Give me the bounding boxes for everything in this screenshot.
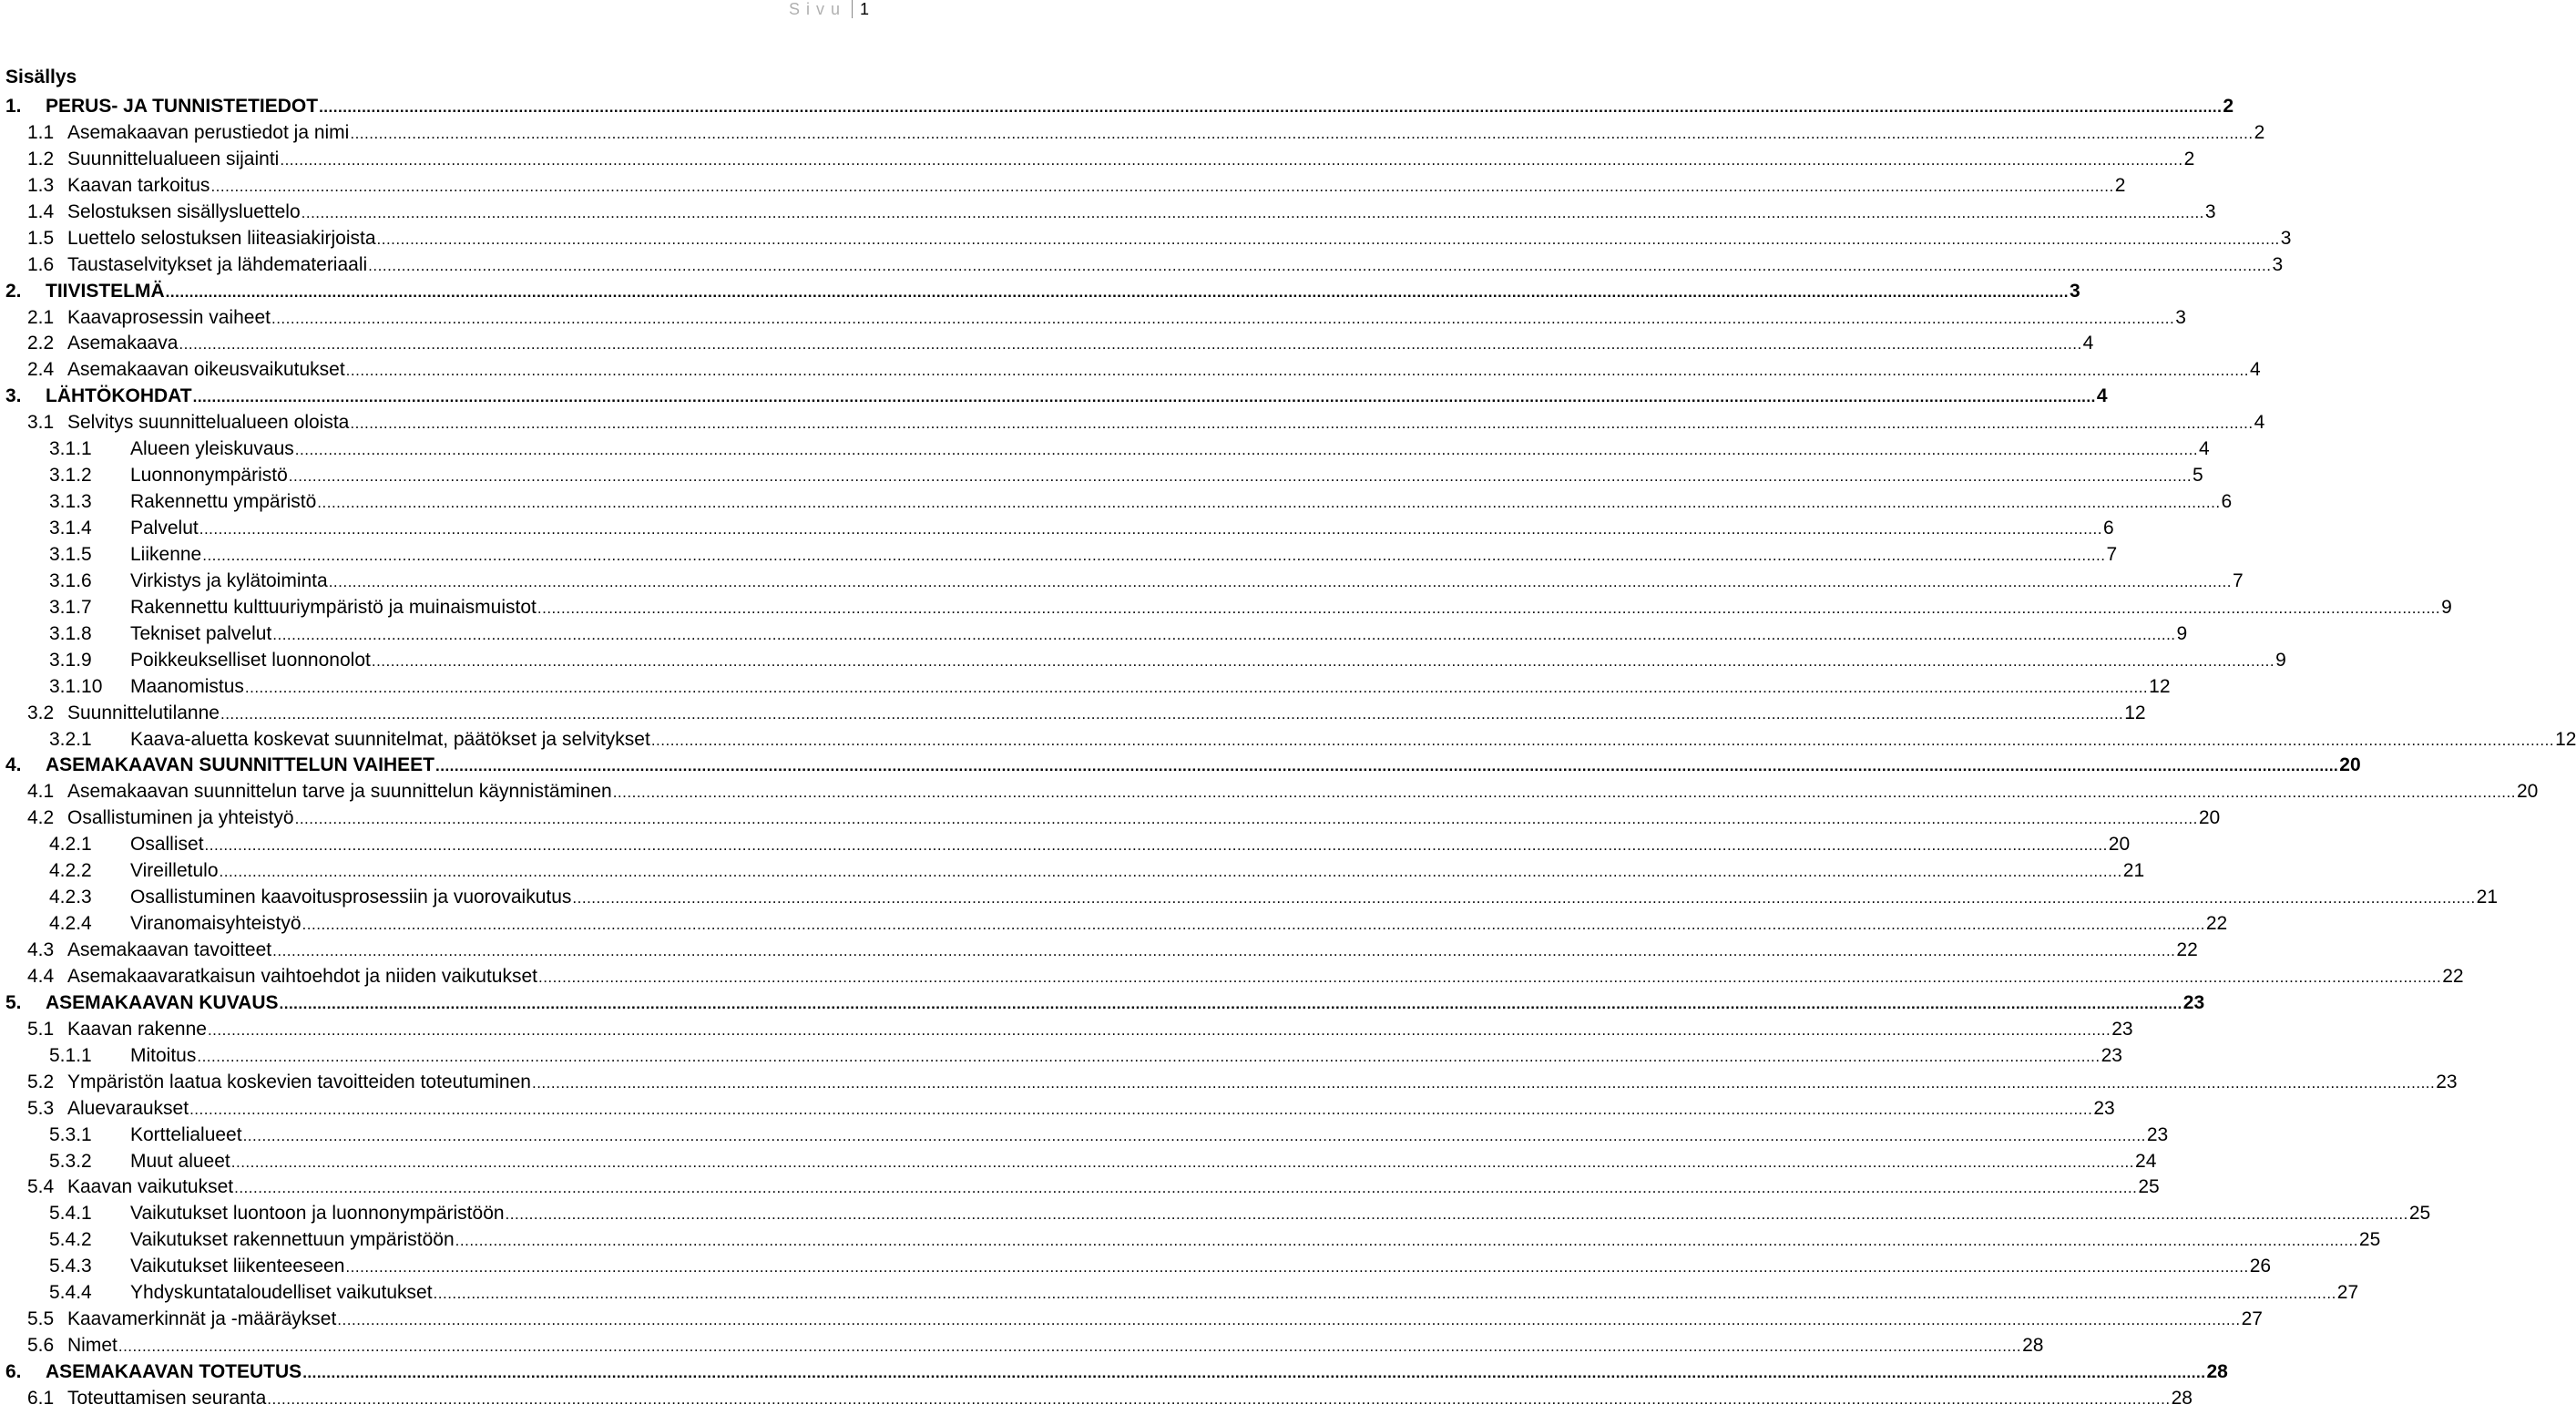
toc-entry-title[interactable]: Asemakaavan tavoitteet [67, 939, 272, 960]
toc-dot-leader: ................................................................................................................................................................................................................................................................................................................................................................................................................ [368, 256, 2272, 274]
toc-entry-title[interactable]: Korttelialueet [130, 1123, 242, 1145]
toc-heading: Sisällys [5, 67, 77, 87]
toc-entry-page: 23 [2101, 1044, 2122, 1066]
toc-dot-leader: ................................................................................................................................................................................................................................................................................................................................................................................................................ [118, 1338, 2022, 1356]
toc-entry[interactable] [5, 384, 2108, 410]
toc-entry[interactable] [5, 1174, 2160, 1201]
toc-entry-number: 3.1.8 [49, 622, 92, 644]
toc-entry-title[interactable]: Asemakaavan perustiedot ja nimi [67, 121, 350, 143]
toc-entry-page: 9 [2176, 622, 2188, 644]
toc-entry-title[interactable]: Vaikutukset liikenteeseen [130, 1256, 345, 1277]
toc-entry-page: 12 [2555, 728, 2576, 750]
toc-dot-leader: ................................................................................................................................................................................................................................................................................................................................................................................................................ [433, 1285, 2336, 1303]
toc-dot-leader: ................................................................................................................................................................................................................................................................................................................................................................................................................ [244, 678, 2149, 696]
toc-entry-title[interactable]: Luettelo selostuksen liiteasiakirjoista [67, 227, 376, 249]
toc-dot-leader: ................................................................................................................................................................................................................................................................................................................................................................................................................ [202, 546, 2106, 564]
toc-entry[interactable] [5, 1201, 2431, 1227]
toc-entry-title[interactable]: TIIVISTELMÄ [46, 280, 165, 302]
toc-entry[interactable] [5, 173, 2126, 200]
toc-dot-leader: ................................................................................................................................................................................................................................................................................................................................................................................................................ [455, 1232, 2358, 1250]
toc-entry-page: 2 [2254, 121, 2265, 143]
toc-entry-title[interactable]: Mitoitus [130, 1044, 197, 1066]
toc-entry-number: 1.5 [27, 227, 55, 249]
toc-entry-title[interactable]: Osallistuminen ja yhteistyö [67, 807, 294, 829]
toc-dot-leader: ................................................................................................................................................................................................................................................................................................................................................................................................................ [179, 335, 2082, 354]
toc-entry-title[interactable]: Kaava-aluetta koskevat suunnitelmat, päätökset ja selvitykset [130, 728, 650, 750]
toc-dot-leader: ................................................................................................................................................................................................................................................................................................................................................................................................................ [572, 889, 2476, 907]
toc-entry-page: 20 [2339, 754, 2361, 776]
toc-entry-title[interactable]: Osallistuminen kaavoitusprosessiin ja vuorovaikutus [130, 887, 572, 908]
toc-entry-number: 5.4.1 [49, 1203, 92, 1225]
toc-dot-leader: ................................................................................................................................................................................................................................................................................................................................................................................................................ [350, 415, 2254, 433]
toc-entry-number: 5.1 [27, 1018, 55, 1040]
toc-entry-title[interactable]: Asemakaava [67, 333, 179, 354]
toc-entry-number: 4.2 [27, 807, 55, 829]
toc-dot-leader: ................................................................................................................................................................................................................................................................................................................................................................................................................ [207, 1020, 2111, 1039]
toc-dot-leader: ................................................................................................................................................................................................................................................................................................................................................................................................................ [302, 1364, 2206, 1381]
toc-entry-title[interactable]: Palvelut [130, 518, 199, 538]
toc-entry-number: 2.2 [27, 333, 55, 354]
toc-entry-page: 28 [2022, 1335, 2044, 1357]
toc-dot-leader: ................................................................................................................................................................................................................................................................................................................................................................................................................ [242, 1126, 2146, 1144]
toc-entry-title[interactable]: Asemakaavan suunnittelun tarve ja suunnittelun käynnistäminen [67, 781, 612, 803]
toc-entry-page: 28 [2206, 1361, 2228, 1382]
toc-entry[interactable] [5, 331, 2094, 357]
toc-entry-title[interactable]: Ympäristön laatua koskevien tavoitteiden toteutuminen [67, 1071, 531, 1092]
toc-dot-leader: ................................................................................................................................................................................................................................................................................................................................................................................................................ [337, 1311, 2241, 1329]
toc-entry-page: 20 [2516, 781, 2539, 803]
toc-entry-number: 5.4.4 [49, 1282, 92, 1304]
toc-entry-page: 23 [2093, 1097, 2115, 1119]
toc-entry-number: 4.1 [27, 781, 55, 803]
toc-entry[interactable] [5, 1386, 2193, 1412]
toc-entry-number: 1. [5, 96, 22, 117]
toc-entry-title[interactable]: Aluevaraukset [67, 1097, 189, 1119]
toc-entry-title[interactable]: Kaavan rakenne [67, 1018, 207, 1040]
toc-entry-number: 1.6 [27, 253, 55, 275]
toc-entry-number: 5.5 [27, 1308, 55, 1330]
toc-entry[interactable] [5, 1123, 2169, 1149]
toc-entry-title[interactable]: PERUS- JA TUNNISTETIEDOT [46, 96, 319, 117]
toc-entry[interactable] [5, 1359, 2228, 1386]
toc-entry-page: 12 [2124, 702, 2146, 723]
toc-entry[interactable] [5, 147, 2195, 173]
toc-entry[interactable] [5, 1333, 2044, 1359]
toc-entry[interactable] [5, 226, 2292, 252]
toc-entry-number: 5.4.3 [49, 1256, 92, 1277]
toc-entry-number: 1.4 [27, 200, 55, 222]
toc-entry[interactable] [5, 1227, 2381, 1254]
toc-entry-number: 2. [5, 280, 22, 302]
toc-entry-page: 22 [2205, 913, 2228, 935]
page-header [789, 0, 874, 20]
toc-entry-title[interactable]: Selostuksen sisällysluettelo [67, 200, 301, 222]
toc-entry-title[interactable]: Alueen yleiskuvaus [130, 438, 294, 460]
toc-entry-number: 5.4 [27, 1176, 55, 1198]
toc-entry-title[interactable]: Osalliset [130, 834, 204, 856]
toc-entry-number: 1.3 [27, 174, 55, 196]
toc-entry-title[interactable]: Kaavan vaikutukset [67, 1176, 234, 1198]
toc-entry[interactable] [5, 542, 2118, 569]
toc-entry-title[interactable]: Vaikutukset rakennettuun ympäristöön [130, 1229, 455, 1251]
toc-entry[interactable] [5, 674, 2171, 701]
toc-entry-title[interactable]: Nimet [67, 1335, 118, 1357]
toc-entry[interactable] [5, 200, 2216, 226]
toc-entry-number: 3.2 [27, 702, 55, 723]
toc-dot-leader: ................................................................................................................................................................................................................................................................................................................................................................................................................ [272, 625, 2176, 643]
toc-entry-page: 3 [2175, 306, 2186, 328]
toc-entry[interactable] [5, 753, 2361, 779]
toc-entry-title[interactable]: Kaavan tarkoitus [67, 174, 210, 196]
toc-entry-page: 22 [2176, 939, 2198, 960]
toc-entry-number: 3.1.9 [49, 649, 92, 671]
toc-dot-leader: ................................................................................................................................................................................................................................................................................................................................................................................................................ [294, 810, 2198, 828]
toc-entry[interactable] [5, 94, 2234, 120]
toc-entry-page: 4 [2082, 333, 2094, 354]
toc-entry-page: 2 [2114, 174, 2126, 196]
toc-dot-leader: ................................................................................................................................................................................................................................................................................................................................................................................................................ [210, 177, 2114, 195]
toc-entry-page: 6 [2102, 518, 2114, 538]
toc-dot-leader: ................................................................................................................................................................................................................................................................................................................................................................................................................ [319, 98, 2223, 116]
toc-entry-title[interactable]: Vaikutukset luontoon ja luonnonympäristöön [130, 1203, 505, 1225]
toc-dot-leader: ................................................................................................................................................................................................................................................................................................................................................................................................................ [537, 599, 2441, 617]
toc-dot-leader: ................................................................................................................................................................................................................................................................................................................................................................................................................ [271, 309, 2175, 327]
toc-entry-number: 4. [5, 754, 22, 776]
toc-entry-number: 3.1.6 [49, 569, 92, 591]
toc-entry-number: 5. [5, 991, 22, 1013]
toc-dot-leader: ................................................................................................................................................................................................................................................................................................................................................................................................................ [302, 916, 2205, 934]
toc-entry-title[interactable]: Poikkeukselliset luonnonolot [130, 649, 371, 671]
toc-dot-leader: ................................................................................................................................................................................................................................................................................................................................................................................................................ [345, 362, 2249, 380]
toc-entry[interactable] [5, 410, 2265, 436]
toc-dot-leader: ................................................................................................................................................................................................................................................................................................................................................................................................................ [280, 150, 2183, 169]
toc-entry[interactable] [5, 858, 2145, 885]
toc-entry[interactable] [5, 357, 2261, 384]
toc-entry-number: 3.1 [27, 412, 55, 434]
toc-entry-title[interactable]: Asemakaavan oikeusvaikutukset [67, 359, 345, 381]
toc-entry-page: 2 [2183, 148, 2195, 169]
toc-entry-page: 3 [2069, 280, 2080, 302]
toc-entry[interactable] [5, 832, 2131, 858]
toc-entry-page: 4 [2096, 385, 2108, 407]
toc-entry-number: 2.4 [27, 359, 55, 381]
toc-entry-title[interactable]: Luonnonympäristö [130, 465, 288, 487]
toc-entry-title[interactable]: Toteuttamisen seuranta [67, 1387, 267, 1409]
toc-dot-leader: ................................................................................................................................................................................................................................................................................................................................................................................................................ [267, 1389, 2171, 1408]
toc-entry-page: 4 [2199, 438, 2210, 460]
toc-dot-leader: ................................................................................................................................................................................................................................................................................................................................................................................................................ [288, 467, 2193, 486]
toc-dot-leader: ................................................................................................................................................................................................................................................................................................................................................................................................................ [192, 388, 2096, 406]
toc-dot-leader: ................................................................................................................................................................................................................................................................................................................................................................................................................ [234, 1179, 2138, 1197]
toc-entry-page: 3 [2280, 227, 2292, 249]
toc-entry[interactable] [5, 489, 2233, 516]
toc-dot-leader: ................................................................................................................................................................................................................................................................................................................................................................................................................ [230, 1153, 2135, 1171]
toc-entry-number: 4.3 [27, 939, 55, 960]
toc-entry-number: 2.1 [27, 306, 55, 328]
toc-entry[interactable] [5, 305, 2186, 332]
toc-entry-number: 4.2.1 [49, 834, 92, 856]
toc-entry-title[interactable]: ASEMAKAAVAN TOTEUTUS [46, 1361, 302, 1382]
toc-entry-page: 27 [2336, 1282, 2359, 1304]
toc-dot-leader: ................................................................................................................................................................................................................................................................................................................................................................................................................ [199, 520, 2102, 538]
toc-dot-leader: ................................................................................................................................................................................................................................................................................................................................................................................................................ [294, 441, 2199, 459]
toc-entry-page: 23 [2146, 1123, 2169, 1145]
toc-entry-title[interactable]: Tekniset palvelut [130, 622, 272, 644]
toc-entry-number: 6. [5, 1361, 22, 1382]
toc-entry[interactable] [5, 595, 2452, 621]
toc-entry-title[interactable]: ASEMAKAAVAN KUVAUS [46, 991, 279, 1013]
toc-entry-title[interactable]: LÄHTÖKOHDAT [46, 385, 192, 407]
table-of-contents [5, 94, 2576, 1412]
toc-entry-page: 7 [2106, 543, 2118, 565]
toc-entry[interactable] [5, 621, 2188, 648]
toc-entry-number: 3.1.5 [49, 543, 92, 565]
toc-dot-leader: ................................................................................................................................................................................................................................................................................................................................................................................................................ [197, 1047, 2101, 1065]
toc-entry-number: 3.1.7 [49, 596, 92, 618]
toc-entry-number: 4.2.3 [49, 887, 92, 908]
toc-entry-title[interactable]: Asemakaavaratkaisun vaihtoehdot ja niiden vaikutukset [67, 965, 537, 987]
toc-entry-page: 23 [2111, 1018, 2133, 1040]
toc-entry-number: 3.1.4 [49, 518, 92, 538]
toc-entry-number: 5.4.2 [49, 1229, 92, 1251]
toc-entry-number: 3.1.10 [49, 675, 103, 697]
toc-entry-page: 3 [2272, 253, 2284, 275]
toc-entry-title[interactable]: Selvitys suunnittelualueen oloista [67, 412, 350, 434]
toc-dot-leader: ................................................................................................................................................................................................................................................................................................................................................................................................................ [165, 282, 2069, 301]
page-separator [852, 0, 853, 18]
toc-entry-page: 28 [2171, 1387, 2193, 1409]
toc-entry-page: 9 [2441, 596, 2452, 618]
toc-dot-leader: ................................................................................................................................................................................................................................................................................................................................................................................................................ [189, 1100, 2093, 1118]
toc-dot-leader: ................................................................................................................................................................................................................................................................................................................................................................................................................ [345, 1258, 2249, 1277]
page-number: 1 [859, 0, 869, 18]
toc-entry-title[interactable]: Rakennettu ympäristö [130, 491, 317, 513]
toc-entry-title[interactable]: Maanomistus [130, 675, 244, 697]
toc-entry-page: 20 [2108, 834, 2131, 856]
toc-dot-leader: ................................................................................................................................................................................................................................................................................................................................................................................................................ [220, 704, 2124, 723]
page-word: Sivu [788, 0, 846, 18]
toc-dot-leader: ................................................................................................................................................................................................................................................................................................................................................................................................................ [612, 784, 2516, 802]
toc-entry[interactable] [5, 964, 2464, 990]
toc-entry[interactable] [5, 727, 2576, 754]
toc-entry-title[interactable]: Kaavamerkinnät ja -määräykset [67, 1308, 337, 1330]
toc-entry-title[interactable]: Taustaselvitykset ja lähdemateriaali [67, 253, 368, 275]
toc-entry-number: 3.2.1 [49, 728, 92, 750]
toc-entry-page: 25 [2138, 1176, 2160, 1198]
toc-entry[interactable] [5, 1254, 2272, 1280]
toc-entry-number: 5.3.1 [49, 1123, 92, 1145]
toc-entry-number: 1.2 [27, 148, 55, 169]
toc-entry[interactable] [5, 279, 2080, 305]
toc-entry[interactable] [5, 569, 2244, 595]
toc-entry-page: 23 [2182, 991, 2205, 1013]
toc-dot-leader: ................................................................................................................................................................................................................................................................................................................................................................................................................ [371, 651, 2275, 670]
toc-entry-page: 6 [2221, 491, 2233, 513]
toc-entry-title[interactable]: Rakennettu kulttuuriympäristö ja muinaismuistot [130, 596, 537, 618]
toc-entry[interactable] [5, 516, 2114, 542]
toc-entry[interactable] [5, 701, 2146, 727]
toc-entry-number: 5.3.2 [49, 1150, 92, 1172]
toc-entry-number: 5.1.1 [49, 1044, 92, 1066]
toc-entry-title[interactable]: Virkistys ja kylätoiminta [130, 569, 328, 591]
toc-entry-title[interactable]: ASEMAKAAVAN SUUNNITTELUN VAIHEET [46, 754, 435, 776]
toc-entry-page: 12 [2149, 675, 2171, 697]
toc-entry[interactable] [5, 938, 2198, 964]
toc-dot-leader: ................................................................................................................................................................................................................................................................................................................................................................................................................ [204, 836, 2108, 855]
toc-dot-leader: ................................................................................................................................................................................................................................................................................................................................................................................................................ [650, 731, 2555, 749]
toc-entry-number: 4.2.4 [49, 913, 92, 935]
toc-entry-number: 4.2.2 [49, 860, 92, 882]
toc-entry-title[interactable]: Vireilletulo [130, 860, 219, 882]
toc-entry-page: 23 [2436, 1071, 2458, 1092]
toc-dot-leader: ................................................................................................................................................................................................................................................................................................................................................................................................................ [279, 994, 2182, 1012]
toc-entry[interactable] [5, 1307, 2263, 1333]
toc-entry-page: 7 [2232, 569, 2244, 591]
toc-entry-title[interactable]: Liikenne [130, 543, 202, 565]
toc-entry-page: 26 [2249, 1256, 2272, 1277]
toc-entry-number: 1.1 [27, 121, 55, 143]
toc-dot-leader: ................................................................................................................................................................................................................................................................................................................................................................................................................ [435, 757, 2339, 775]
toc-entry[interactable] [5, 885, 2499, 911]
toc-entry-page: 4 [2249, 359, 2261, 381]
toc-entry-page: 21 [2476, 887, 2499, 908]
toc-entry[interactable] [5, 1280, 2359, 1307]
toc-entry[interactable] [5, 252, 2284, 279]
toc-entry[interactable] [5, 805, 2221, 832]
toc-entry[interactable] [5, 1149, 2157, 1175]
toc-dot-leader: ................................................................................................................................................................................................................................................................................................................................................................................................................ [328, 572, 2232, 590]
toc-entry-number: 4.4 [27, 965, 55, 987]
toc-entry-number: 3. [5, 385, 22, 407]
toc-dot-leader: ................................................................................................................................................................................................................................................................................................................................................................................................................ [537, 968, 2442, 986]
toc-entry[interactable] [5, 779, 2539, 805]
toc-dot-leader: ................................................................................................................................................................................................................................................................................................................................................................................................................ [505, 1205, 2408, 1224]
toc-entry-number: 5.2 [27, 1071, 55, 1092]
toc-entry-title[interactable]: Kaavaprosessin vaiheet [67, 306, 271, 328]
toc-entry-number: 3.1.2 [49, 465, 92, 487]
toc-entry[interactable] [5, 463, 2203, 489]
toc-entry-number: 5.3 [27, 1097, 55, 1119]
toc-entry-page: 9 [2275, 649, 2286, 671]
toc-entry-title[interactable]: Yhdyskuntataloudelliset vaikutukset [130, 1282, 433, 1304]
toc-dot-leader: ................................................................................................................................................................................................................................................................................................................................................................................................................ [301, 203, 2204, 221]
toc-entry[interactable] [5, 911, 2228, 938]
toc-entry-page: 25 [2408, 1203, 2431, 1225]
toc-entry-number: 6.1 [27, 1387, 55, 1409]
toc-dot-leader: ................................................................................................................................................................................................................................................................................................................................................................................................................ [317, 494, 2221, 512]
toc-entry-title[interactable]: Muut alueet [130, 1150, 230, 1172]
toc-entry-page: 21 [2122, 860, 2145, 882]
toc-entry-number: 3.1.3 [49, 491, 92, 513]
toc-entry-page: 22 [2442, 965, 2464, 987]
toc-entry-title[interactable]: Viranomaisyhteistyö [130, 913, 302, 935]
toc-entry-title[interactable]: Suunnittelualueen sijainti [67, 148, 280, 169]
toc-entry-page: 24 [2135, 1150, 2157, 1172]
toc-dot-leader: ................................................................................................................................................................................................................................................................................................................................................................................................................ [272, 942, 2176, 959]
toc-entry[interactable] [5, 1096, 2115, 1123]
toc-entry[interactable] [5, 1043, 2122, 1070]
toc-entry-page: 4 [2254, 412, 2265, 434]
toc-entry-page: 20 [2198, 807, 2221, 829]
toc-entry[interactable] [5, 648, 2286, 674]
toc-entry-page: 2 [2223, 96, 2234, 117]
toc-entry[interactable] [5, 436, 2210, 463]
toc-entry[interactable] [5, 1070, 2458, 1096]
toc-entry-number: 5.6 [27, 1335, 55, 1357]
toc-entry-title[interactable]: Suunnittelutilanne [67, 702, 220, 723]
toc-entry[interactable] [5, 1017, 2133, 1043]
toc-entry-page: 27 [2241, 1308, 2263, 1330]
toc-entry-page: 25 [2358, 1229, 2381, 1251]
toc-entry[interactable] [5, 990, 2205, 1017]
toc-entry-page: 3 [2204, 200, 2216, 222]
toc-entry[interactable] [5, 120, 2265, 147]
toc-dot-leader: ................................................................................................................................................................................................................................................................................................................................................................................................................ [350, 124, 2254, 142]
toc-entry-number: 3.1.1 [49, 438, 92, 460]
toc-entry-page: 5 [2193, 465, 2203, 487]
toc-dot-leader: ................................................................................................................................................................................................................................................................................................................................................................................................................ [219, 863, 2122, 881]
toc-dot-leader: ................................................................................................................................................................................................................................................................................................................................................................................................................ [531, 1073, 2436, 1092]
toc-dot-leader: ................................................................................................................................................................................................................................................................................................................................................................................................................ [376, 230, 2280, 248]
